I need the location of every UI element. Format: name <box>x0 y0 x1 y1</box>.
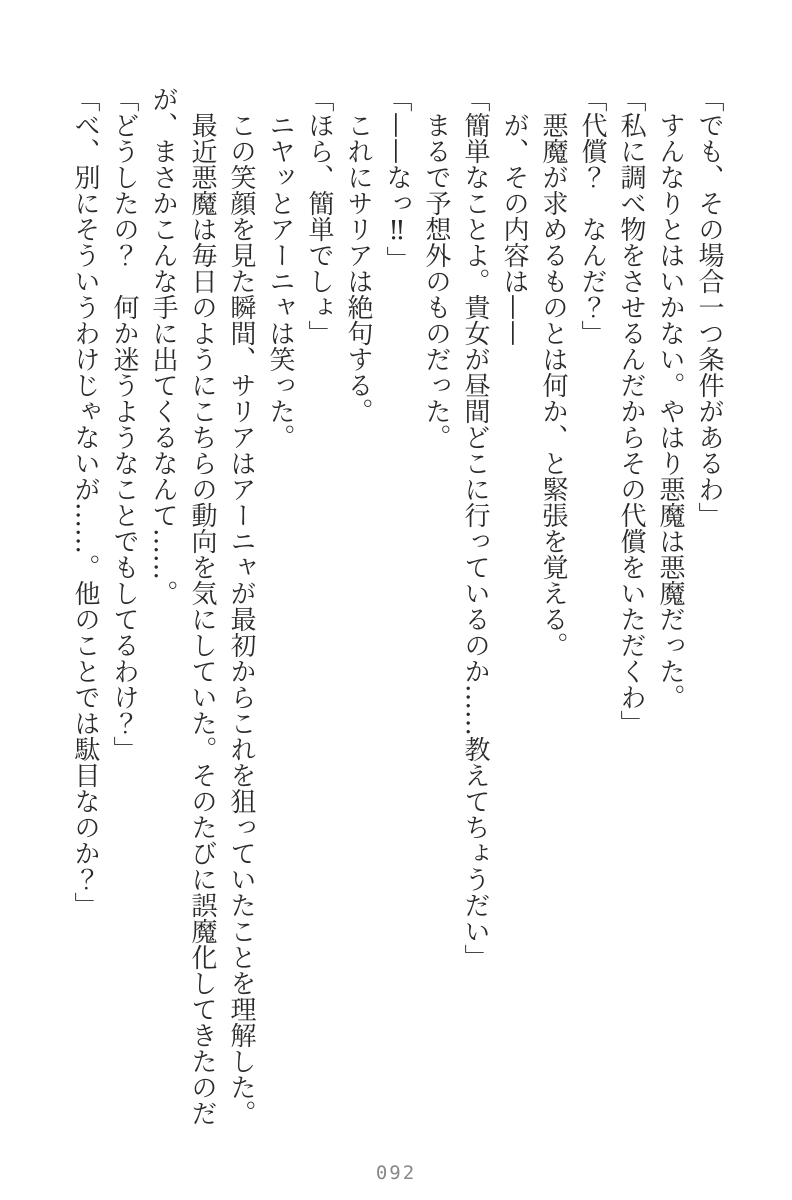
paragraph: 「べ、別にそういうわけじゃないが……。他のことでは駄目なのか？」 <box>70 86 100 918</box>
page-number: 092 <box>375 1162 417 1184</box>
paragraph: 「どうしたの？ 何か迷うようなことでもしてるわけ？」 <box>109 86 139 762</box>
paragraph: 「簡単なことよ。貴女が昼間どこに行っているのか……教えてちょうだい」 <box>460 86 490 970</box>
paragraph: 「ほら、簡単でしょ」 <box>304 86 334 346</box>
paragraph: 悪魔が求めるものとは何か、と緊張を覚える。 <box>538 112 568 658</box>
paragraph: 「私に調べ物をさせるんだからその代償をいただくわ」 <box>616 86 646 736</box>
paragraph: が、その内容は—— <box>499 112 529 346</box>
paragraph: すんなりとはいかない。やはり悪魔は悪魔だった。 <box>655 112 685 710</box>
paragraph: ニヤッとアーニャは笑った。 <box>265 112 295 450</box>
paragraph: これにサリアは絶句する。 <box>343 112 373 424</box>
paragraph: 「でも、その場合一つ条件があるわ」 <box>694 86 724 528</box>
vertical-text-area <box>65 86 728 1136</box>
paragraph: 最近悪魔は毎日のようにこちらの動向を気にしていた。そのたびに誤魔化してきたのだが、まさかこんな手に出てくるなんて……。 <box>148 86 217 1126</box>
paragraph: この笑顔を見た瞬間、サリアはアーニャが最初からこれを狙っていたことを理解した。 <box>226 112 256 1126</box>
paragraph: まるで予想外のものだった。 <box>421 112 451 450</box>
paragraph: 「——なっ‼」 <box>382 86 412 272</box>
paragraph: 「代償？ なんだ？」 <box>577 86 607 346</box>
